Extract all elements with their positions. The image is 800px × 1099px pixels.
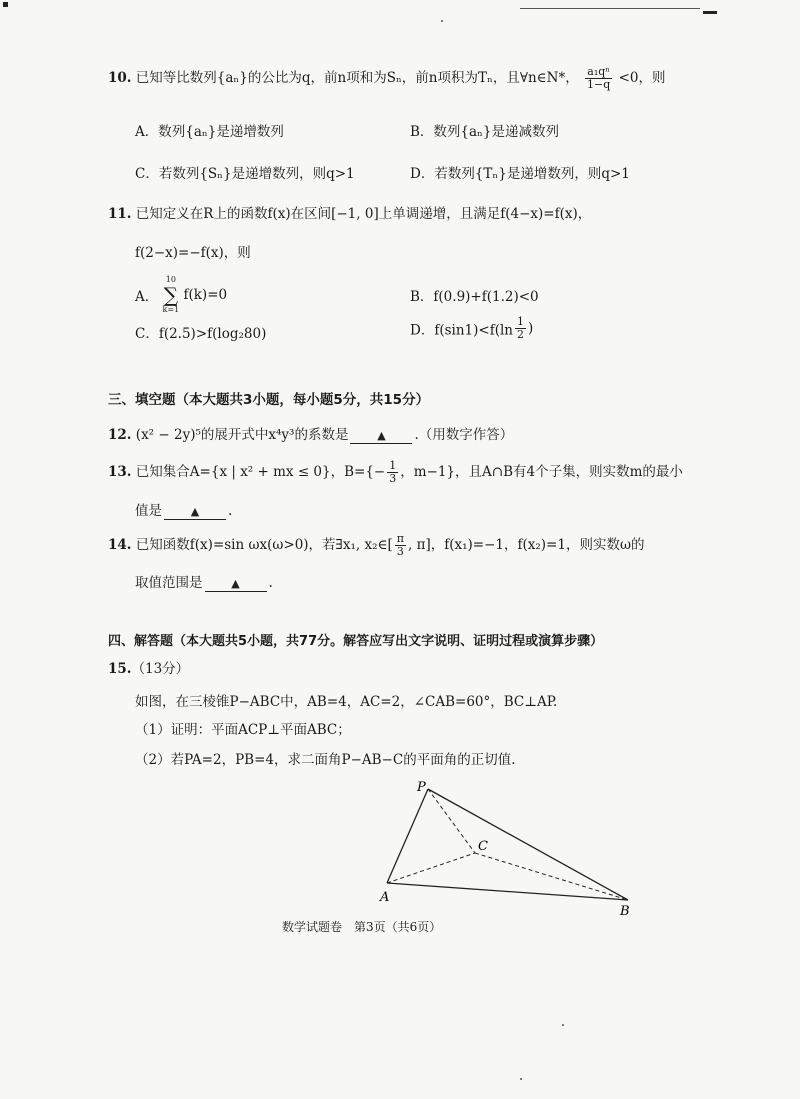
question-number: 11. [108, 206, 132, 222]
sub-question-1: （1）证明：平面ACP⊥平面ABC； [135, 722, 351, 738]
option-a [135, 275, 227, 315]
option-text: f(k)=0 [183, 287, 228, 303]
option-d: D．若数列{Tₙ}是递增数列，则q>1 [410, 166, 630, 182]
question-12 [108, 423, 513, 444]
scan-mark [703, 11, 717, 14]
triangle-icon: ▲ [377, 429, 386, 442]
option-c: C．若数列{Sₙ}是递增数列，则q>1 [135, 166, 355, 182]
option-b: B．f(0.9)+f(1.2)<0 [410, 289, 539, 305]
scan-corner-mark [3, 2, 8, 7]
fraction-numerator: 1 [516, 315, 524, 328]
question-text-tail: . [228, 503, 233, 519]
answer-blank [205, 576, 267, 592]
question-number: 10. [108, 70, 132, 86]
question-text: 值是 [135, 503, 162, 519]
question-text-line2 [135, 499, 232, 520]
triangle-icon: ▲ [231, 577, 240, 590]
summation [163, 275, 180, 315]
question-text-tail: .（用数字作答） [414, 427, 514, 443]
scan-speck [562, 1024, 564, 1026]
sum-symbol: ∑ [163, 283, 178, 307]
question-text-line2 [135, 571, 273, 592]
question-text-tail: <0，则 [618, 70, 666, 86]
sub-question-2: （2）若PA=2，PB=4，求二面角P−AB−C的平面角的正切值. [135, 752, 516, 768]
question-text: (x² − 2y)⁵的展开式中x⁴y³的系数是 [135, 427, 349, 443]
question-number: 13. [108, 464, 132, 480]
sum-upper: 10 [165, 275, 176, 284]
section-heading: 三、填空题（本大题共3小题，每小题5分，共15分） [108, 392, 430, 408]
vertex-label-P: P [417, 780, 426, 795]
vertex-label-A: A [380, 890, 390, 905]
question-stem: 如图，在三棱锥P−ABC中，AB=4，AC=2，∠CAB=60°，BC⊥AP. [135, 694, 558, 710]
tetrahedron-figure [370, 775, 645, 920]
fraction [515, 316, 526, 341]
question-score: （13分） [131, 661, 190, 677]
edge-PB [428, 789, 628, 900]
option-a: A．数列{aₙ}是递增数列 [135, 124, 284, 140]
scan-top-line [520, 8, 700, 9]
scan-speck [441, 20, 443, 22]
vertex-label-B: B [620, 904, 630, 919]
fraction-denominator: 3 [389, 472, 397, 485]
fraction-numerator: 1 [389, 459, 397, 472]
triangle-icon: ▲ [190, 505, 200, 518]
edge-PA [387, 789, 428, 883]
question-text-line2: f(2−x)=−f(x)，则 [135, 245, 251, 261]
fraction-denominator: 3 [396, 545, 404, 558]
option-label: A． [135, 289, 159, 305]
fraction-numerator: a₁qⁿ [585, 66, 612, 79]
question-number: 12. [108, 427, 132, 443]
fraction [585, 66, 612, 91]
question-15 [108, 657, 189, 677]
question-text: 已知函数f(x)=sin ωx(ω>0)，若∃x₁, x₂∈[ [135, 537, 393, 553]
question-text-tail: . [268, 575, 273, 591]
question-11 [108, 202, 591, 222]
answer-blank [350, 428, 412, 444]
option-c: C．f(2.5)>f(log₂80) [135, 326, 267, 342]
option-b: B．数列{aₙ}是递减数列 [410, 124, 559, 140]
fraction-denominator: 2 [516, 328, 524, 341]
edge-AB [387, 883, 628, 900]
fraction-numerator: π [396, 532, 404, 545]
question-text: 已知等比数列{aₙ}的公比为q，前n项和为Sₙ，前n项积为Tₙ，且∀n∈N*， [135, 70, 579, 86]
question-text: ，m−1}，且A∩B有4个子集，则实数m的最小 [400, 464, 683, 480]
scan-speck [520, 1078, 522, 1080]
section-heading: 四、解答题（本大题共5小题，共77分。解答应写出文字说明、证明过程或演算步骤） [108, 634, 604, 649]
option-text: D．f(sin1)<f(ln [410, 322, 513, 339]
edge-PC [428, 789, 475, 853]
question-number: 15. [108, 661, 132, 677]
option-text: ) [527, 320, 534, 337]
option-d [410, 316, 533, 341]
question-text: 已知集合A={x | x² + mx ≤ 0}，B={− [135, 464, 386, 480]
vertex-label-C: C [478, 839, 488, 854]
edge-AC [387, 853, 475, 883]
fraction [387, 460, 398, 485]
edge-BC [475, 853, 628, 900]
question-number: 14. [108, 537, 132, 553]
question-14 [108, 533, 644, 558]
fraction [395, 533, 406, 558]
sum-lower: k=1 [162, 305, 180, 314]
answer-blank [164, 504, 226, 520]
question-text: 已知定义在R上的函数f(x)在区间[−1, 0]上单调递增，且满足f(4−x)=f(x)， [135, 206, 592, 222]
page-footer: 数学试题卷 第3页（共6页） [282, 920, 442, 934]
question-10 [108, 66, 666, 91]
question-text: , π]，f(x₁)=−1，f(x₂)=1，则实数ω的 [408, 537, 645, 553]
question-text: 取值范围是 [135, 575, 203, 591]
question-13 [108, 460, 683, 485]
fraction-denominator: 1−q [587, 78, 611, 91]
